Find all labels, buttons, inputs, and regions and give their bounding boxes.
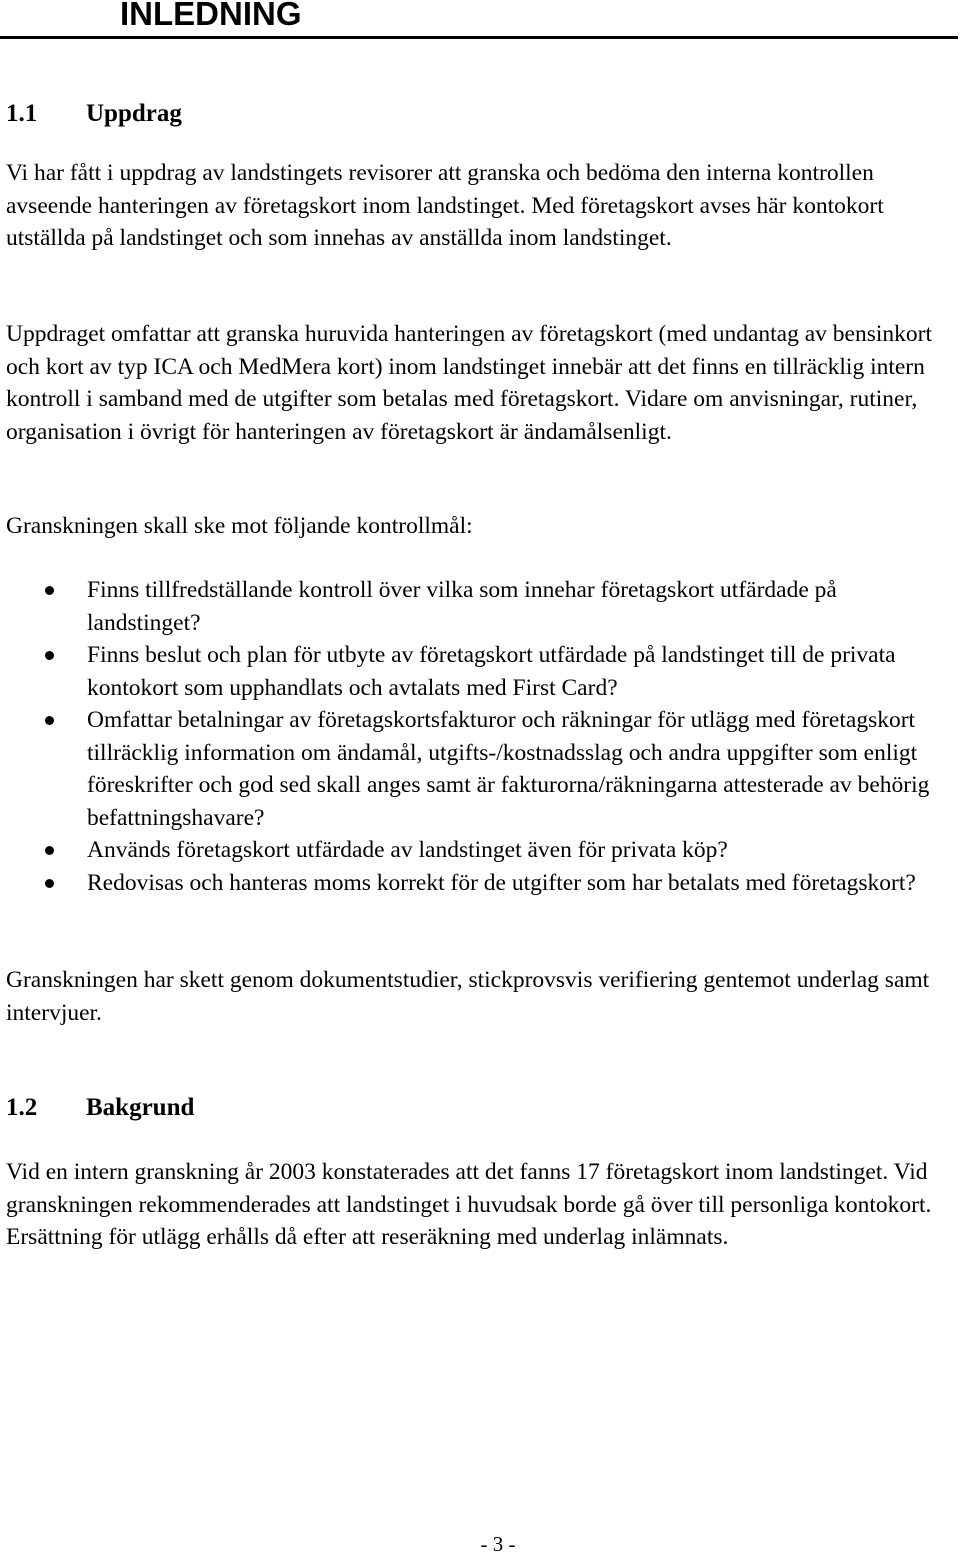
list-item: [0, 639, 950, 704]
bullet-icon: [45, 846, 54, 855]
section-title: Uppdrag: [86, 100, 182, 127]
bullet-icon: [45, 586, 54, 595]
section-heading-1-1: [6, 98, 182, 130]
list-item-text: Redovisas och hanteras moms korrekt för de utgifter som har betalats med företagskort?: [87, 869, 916, 896]
list-item: [0, 867, 950, 900]
section-heading-1-2: [6, 1092, 194, 1124]
bullet-icon: [45, 879, 54, 888]
section-title: Bakgrund: [86, 1094, 195, 1121]
list-item-text: Omfattar betalningar av företagskortsfakturor och räkningar för utlägg med företagskort tillräcklig information om ändamål, utgifts-/kostnadsslag och andra uppgifter som enligt föreskrifter och god sed skall anges samt är fakturorna/räkningarna attesterade av behörig befattningshavare?: [87, 707, 930, 831]
paragraph-objectives-intro: Granskningen skall ske mot följande kontrollmål:: [6, 513, 473, 539]
list-item: [0, 834, 950, 867]
section-number: 1.1: [6, 100, 38, 127]
list-item-text: Finns beslut och plan för utbyte av företagskort utfärdade på landstinget till de privata kontokort som upphandlats och avtalats med First Card?: [87, 642, 896, 701]
list-item: [0, 574, 950, 639]
paragraph-assignment: Vi har fått i uppdrag av landstingets revisorer att granska och bedöma den interna kontrollen avseende hanteringen av företagskort inom landstinget. Med företagskort avses här kontokort utställda på landstinget och som innehas av anställda inom landstinget.: [6, 160, 884, 251]
chapter-title: INLEDNING: [120, 0, 302, 32]
section-number: 1.2: [6, 1094, 38, 1121]
bullet-icon: [45, 716, 54, 725]
page-number: - 3 -: [480, 1532, 516, 1556]
paragraph-scope: Uppdraget omfattar att granska huruvida hanteringen av företagskort (med undantag av bensinkort och kort av typ ICA och MedMera kort) inom landstinget innebär att det finns en tillräcklig intern kontroll i samband med de utgifter som betalas med företagskort. Vidare om anvisningar, rutiner, organisation i övrigt för hanteringen av företagskort är ändamålsenligt.: [6, 321, 932, 445]
bullet-icon: [45, 651, 54, 660]
paragraph-method: Granskningen har skett genom dokumentstudier, stickprovsvis verifiering gentemot underlag samt intervjuer.: [6, 967, 930, 1026]
chapter-rule: [0, 36, 958, 39]
list-item: [0, 704, 950, 834]
paragraph-background: Vid en intern granskning år 2003 konstaterades att det fanns 17 företagskort inom landstinget. Vid granskningen rekommenderades att landstinget i huvudsak borde gå över till personliga kontokort. Ersättning för utlägg erhålls då efter att reseräkning med underlag inlämnats.: [6, 1159, 932, 1250]
list-item-text: Används företagskort utfärdade av landstinget även för privata köp?: [87, 837, 728, 863]
control-objectives-list: [0, 574, 950, 899]
list-item-text: Finns tillfredställande kontroll över vilka som innehar företagskort utfärdade på landstinget?: [87, 577, 837, 636]
